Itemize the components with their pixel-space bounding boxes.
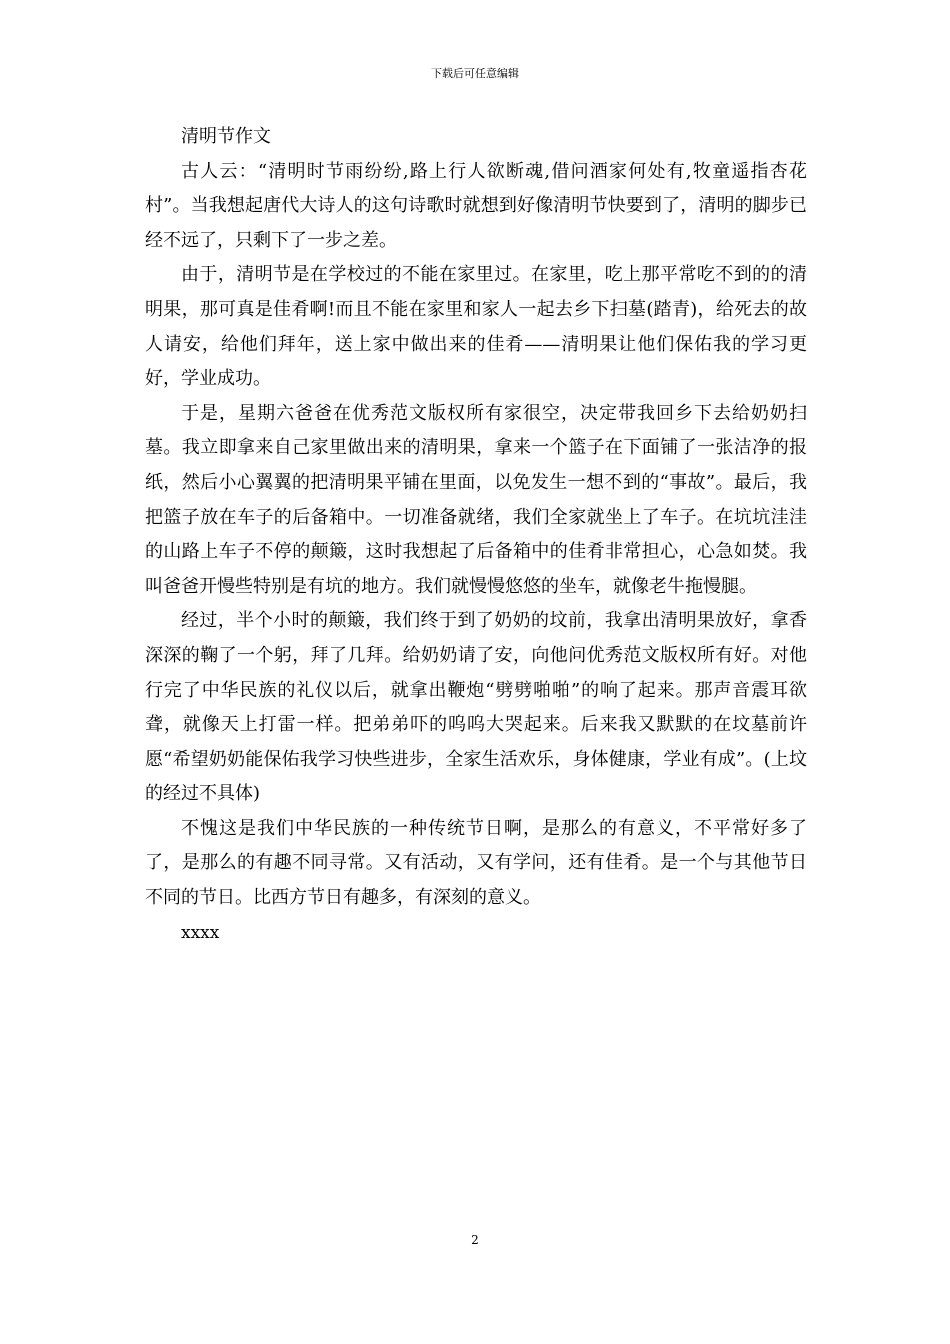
page-number: 2 xyxy=(471,1233,479,1247)
article-body xyxy=(145,120,807,950)
paragraph-4: 经过，半个小时的颠簸，我们终于到了奶奶的坟前，我拿出清明果放好，拿香深深的鞠了一个躬，拜了几拜。给奶奶请了安，向他问优秀范文版权所有好。对他行完了中华民族的礼仪以后，就拿出鞭炮“劈劈啪啪”的响了起来。那声音震耳欲聋，就像天上打雷一样。把弟弟吓的呜呜大哭起来。后来我又默默的在坟墓前许愿“希望奶奶能保佑我学习快些进步，全家生活欢乐，身体健康，学业有成”。(上坟的经过不具体) xyxy=(145,610,807,805)
article-title: 清明节作文 xyxy=(181,126,271,147)
paragraph-2: 由于，清明节是在学校过的不能在家里过。在家里，吃上那平常吃不到的的清明果，那可真是佳肴啊!而且不能在家里和家人一起去乡下扫墓(踏青)，给死去的故人请安，给他们拜年，送上家中做出来的佳肴——清明果让他们保佑我的学习更好，学业成功。 xyxy=(145,264,807,390)
page-header: 下载后可任意编辑 xyxy=(431,67,519,80)
paragraph-1: 古人云：“清明时节雨纷纷,路上行人欲断魂,借问酒家何处有,牧童遥指杏花村”。当我想起唐代大诗人的这句诗歌时就想到好像清明节快要到了，清明的脚步已经不远了，只剩下了一步之差。 xyxy=(145,160,807,251)
author-signature: xxxx xyxy=(181,922,220,943)
paragraph-3: 于是，星期六爸爸在优秀范文版权所有家很空，决定带我回乡下去给奶奶扫墓。我立即拿来自己家里做出来的清明果，拿来一个篮子在下面铺了一张洁净的报纸，然后小心翼翼的把清明果平铺在里面，以免发生一想不到的“事故”。最后，我把篮子放在车子的后备箱中。一切准备就绪，我们全家就坐上了车子。在坑坑洼洼的山路上车子不停的颠簸，这时我想起了后备箱中的佳肴非常担心，心急如焚。我叫爸爸开慢些特别是有坑的地方。我们就慢慢悠悠的坐车，就像老牛拖慢腿。 xyxy=(145,402,807,597)
paragraph-5: 不愧这是我们中华民族的一种传统节日啊，是那么的有意义，不平常好多了了，是那么的有趣不同寻常。又有活动，又有学问，还有佳肴。是一个与其他节日不同的节日。比西方节日有趣多，有深刻的意义。 xyxy=(145,817,807,909)
